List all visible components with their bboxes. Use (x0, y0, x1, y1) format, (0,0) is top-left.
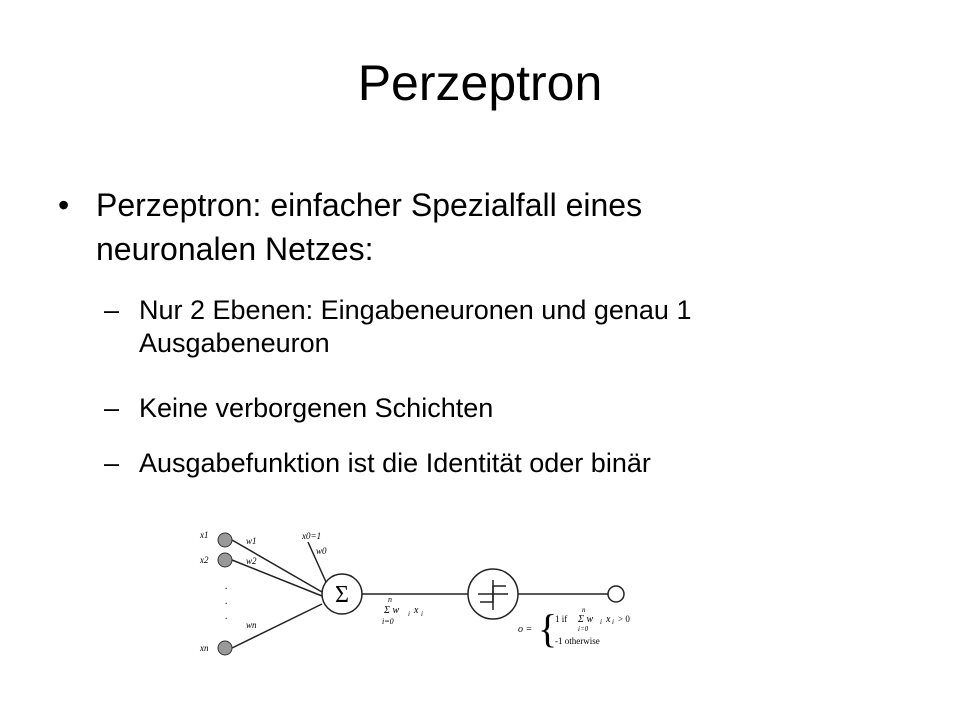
input-label-xn: xn (200, 643, 209, 653)
sub-bullet-marker: – (104, 295, 120, 325)
sub-bullet-3 (104, 447, 904, 480)
perceptron-diagram (190, 520, 650, 670)
sub-bullet-text: Ausgabefunktion ist die Identität oder binär (139, 448, 651, 478)
case-1-index: i (600, 618, 602, 626)
output-formula-prefix: o = (518, 624, 533, 635)
case-1-condition: > 0 (618, 614, 630, 624)
sum-symbol: Σ (335, 582, 349, 608)
case-brace: { (538, 606, 558, 651)
case-1-upper: n (582, 606, 586, 614)
case-1-lower: i=0 (578, 625, 589, 633)
case-1-label: 1 if (555, 614, 568, 624)
sum-label-sigma: Σ w (384, 605, 400, 616)
main-bullet (58, 183, 878, 271)
sub-bullet-marker: – (104, 448, 120, 478)
input-node-xn (218, 641, 232, 655)
sub-bullet-marker: – (104, 393, 120, 423)
input-label-x2: x2 (200, 555, 209, 565)
ellipsis-dot: · (224, 614, 228, 625)
sub-bullet-1 (104, 294, 904, 360)
ellipsis-dot: · (224, 584, 228, 595)
bullet-text-line-2: neuronalen Netzes: (96, 231, 374, 267)
bullet-marker: • (58, 187, 70, 223)
sum-label-upper: n (388, 595, 392, 604)
weight-label-w1: w1 (246, 536, 257, 546)
ellipsis-dot: · (224, 599, 228, 610)
sum-label-x: x (414, 605, 419, 616)
sub-bullet-2 (104, 392, 904, 425)
sum-label-index: i (421, 610, 423, 618)
input-node-x2 (218, 553, 232, 567)
sub-bullet-text-continued: Ausgabeneuron (139, 328, 330, 358)
bias-input-label: x0=1 (302, 531, 322, 541)
case-1-sum: Σ w (578, 614, 594, 625)
sum-label-index: i (408, 610, 410, 618)
sub-bullet-text: Keine verborgenen Schichten (139, 393, 494, 423)
slide-title: Perzeptron (357, 55, 603, 111)
case-2-label: -1 otherwise (555, 636, 600, 646)
sum-label-lower: i=0 (382, 617, 394, 626)
bias-weight-label: w0 (316, 546, 327, 556)
output-node (608, 586, 624, 602)
weight-label-wn: wn (246, 620, 257, 630)
input-node-x1 (218, 533, 232, 547)
case-1-index: i (612, 618, 614, 626)
bullet-text-line-1: Perzeptron: einfacher Spezialfall eines (96, 187, 643, 223)
case-1-x: x (606, 614, 611, 625)
sub-bullet-text: Nur 2 Ebenen: Eingabeneuronen und genau 1 (139, 295, 692, 325)
input-label-x1: x1 (200, 530, 209, 540)
weight-label-w2: w2 (246, 556, 257, 566)
